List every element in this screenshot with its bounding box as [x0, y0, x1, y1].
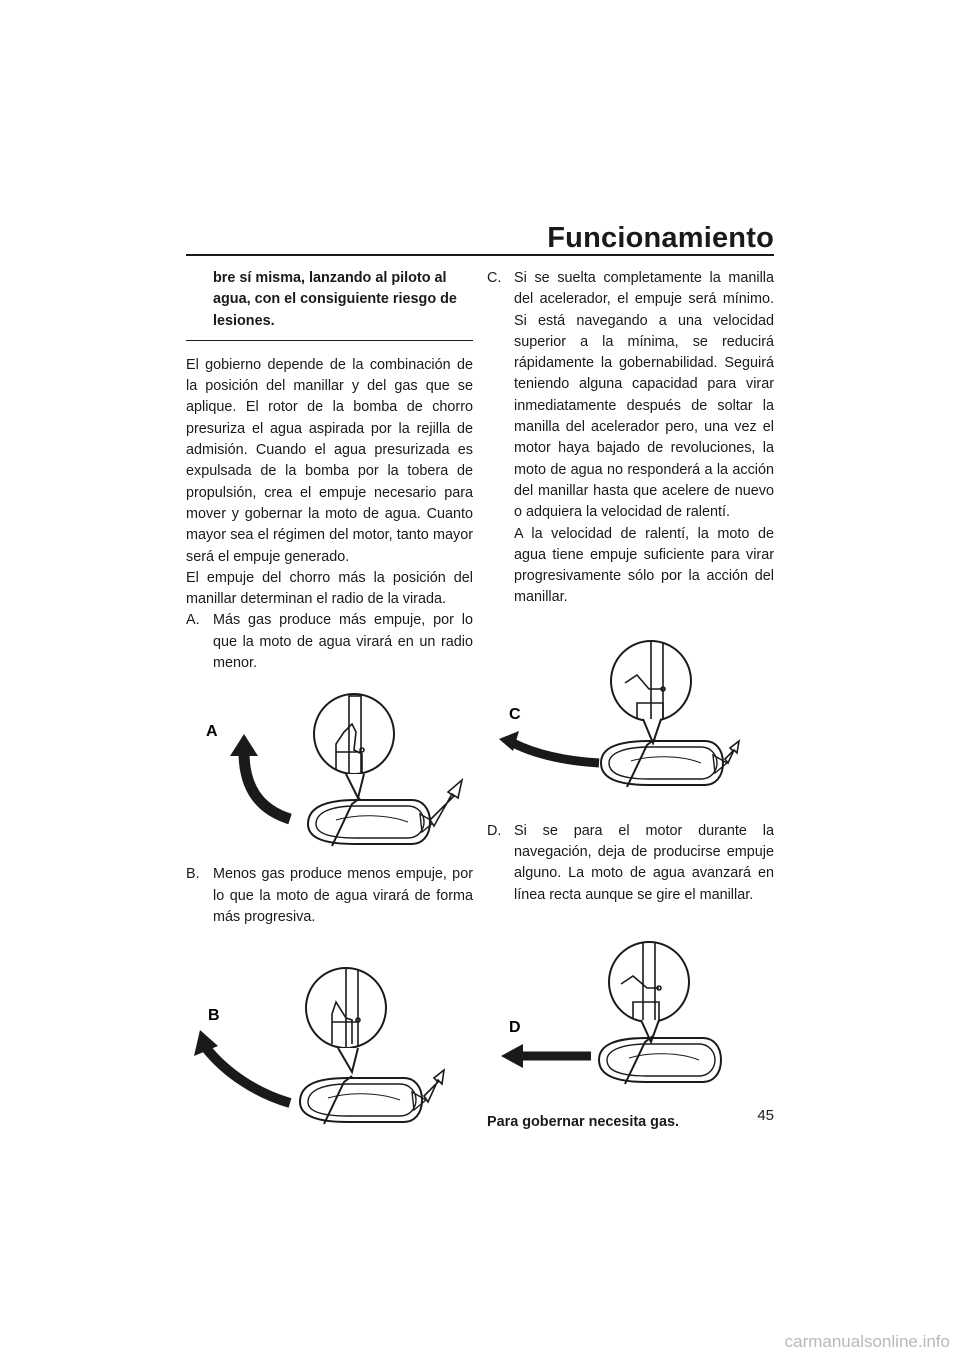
item-text: Más gas produce más empuje, por lo que la moto de agua virará en un radio menor. [213, 612, 473, 672]
turn-arrow [513, 743, 599, 763]
item-label: A. [186, 612, 200, 629]
item-label: C. [487, 270, 502, 286]
turn-arrow-head [230, 734, 258, 756]
list-item-b [186, 864, 473, 928]
final-note: Para gobernar necesita gas. [487, 1113, 679, 1130]
straight-arrow-head [501, 1044, 523, 1068]
thrust-arrow [430, 780, 462, 826]
list-item-a [186, 610, 473, 674]
right-column [487, 268, 774, 1133]
intro-paragraph-1: El gobierno depende de la combinación de la posición del manillar y del gas que se aplique. El rotor de la bomba de chorro presuriza el agua aspirada por la rejilla de admisión. Cuando el agua presurizada es expulsada de la bomba por la tobera de propulsión, crea el empuje necesario para mover y gobernar la moto de agua. Cuanto mayor sea el régimen del motor, tanto mayor será el empuje generado. [186, 356, 473, 565]
throttle-inset [314, 694, 394, 781]
figure-b [186, 938, 473, 1138]
figure-label: D [509, 1018, 521, 1036]
throttle-inset [306, 968, 386, 1053]
intro-paragraph-2: El empuje del chorro más la posición del manillar determinan el radio de la virada. [186, 569, 473, 608]
throttle-inset [609, 942, 689, 1027]
item-text: Si se para el motor durante la navegación, deja de producirse empuje alguno. La moto de agua avanzará en línea recta aunque se gire el manillar. [514, 822, 774, 903]
thrust-arrow [424, 1070, 444, 1102]
watercraft-illustration [308, 798, 434, 846]
figure-label: B [208, 1007, 220, 1025]
thrust-arrow [725, 741, 739, 763]
watercraft-illustration [599, 1036, 721, 1084]
item-c-extra: A la velocidad de ralentí, la moto de agua tiene empuje suficiente para virar progresivamente sólo por la acción del manillar. [514, 525, 774, 606]
header-divider [186, 254, 774, 256]
figure-d [487, 926, 774, 1106]
figure-a [186, 674, 473, 864]
item-text: Menos gas produce menos empuje, por lo que la moto de agua virará de forma más progresiva. [213, 866, 473, 925]
figure-c [487, 623, 774, 813]
watermark: carmanualsonline.info [784, 1332, 950, 1351]
page-title: Funcionamiento [547, 222, 774, 254]
item-text: Si se suelta completamente la manilla del acelerador, el empuje será mínimo. Si está navegando a una velocidad superior a la mínima, se reducirá rápidamente la gobernabilidad. Seguirá teniendo alguna capacidad para virar inmediatamente después de soltar la manilla del acelerador pero, una vez el motor haya bajado de revoluciones, la moto de agua no responderá a la acción del manillar hasta que acelere de nuevo o adquiera la velocidad de ralentí. [514, 270, 774, 521]
figure-label: C [509, 705, 521, 723]
warning-continuation: bre sí misma, lanzando al piloto al agua, con el consiguiente riesgo de lesiones. [213, 270, 457, 329]
list-item-c [487, 268, 774, 524]
watercraft-illustration [601, 739, 727, 787]
warning-divider [186, 340, 473, 341]
left-column [186, 268, 473, 1138]
page-number: 45 [757, 1107, 774, 1124]
throttle-inset [611, 641, 691, 726]
item-label: D. [487, 822, 502, 839]
turn-arrow [206, 1048, 290, 1103]
turn-arrow [244, 752, 290, 819]
figure-label: A [206, 723, 218, 741]
list-item-d [487, 821, 774, 906]
item-label: B. [186, 866, 200, 883]
watercraft-illustration [300, 1076, 426, 1124]
